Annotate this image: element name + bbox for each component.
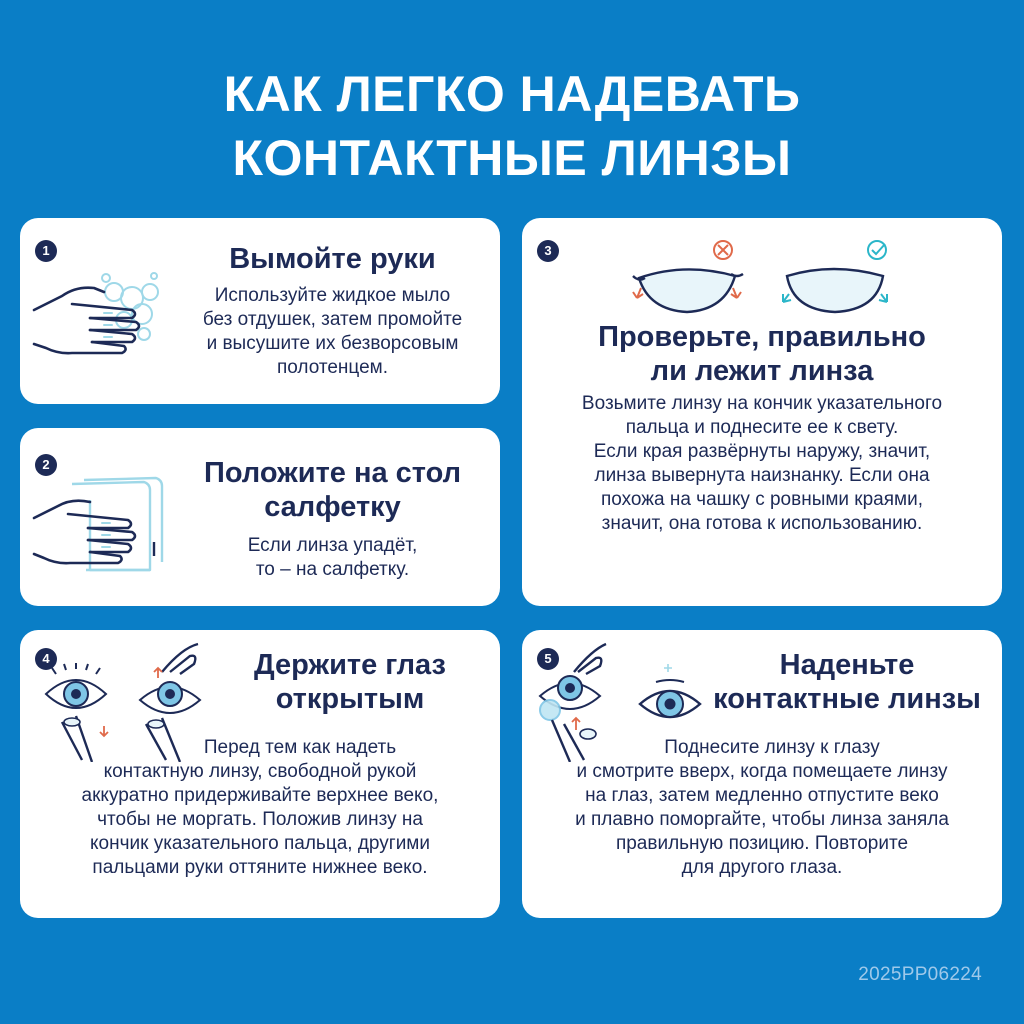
hand-with-napkin-icon — [32, 474, 167, 584]
step-description — [180, 534, 485, 582]
step-title-line: ли лежит линза — [650, 355, 874, 387]
step-number-badge: 3 — [537, 240, 559, 262]
step-text-line: Возьмите линзу на кончик указательного — [581, 393, 943, 414]
step-title-line: Положите на стол — [203, 457, 462, 489]
step-text-line: чтобы не моргать. Положив линзу на — [97, 809, 423, 830]
step-text-line: то – на салфетку. — [255, 559, 410, 580]
step-text-line: и смотрите вверх, когда помещаете линзу — [576, 761, 948, 782]
step-text-line: похожа на чашку с ровными краями, — [601, 489, 923, 510]
step-title — [180, 456, 485, 524]
step-text-line: линза вывернута наизнанку. Если она — [594, 465, 930, 486]
step-text-line: кончик указательного пальца, другими — [90, 833, 430, 854]
step-text-line: на глаз, затем медленно отпустите веко — [585, 785, 939, 806]
step-title-line: Вымойте руки — [229, 243, 436, 275]
step-description — [534, 392, 990, 536]
step-card-5 — [522, 630, 1002, 918]
lens-check-icon — [627, 236, 907, 326]
step-title-line: Держите глаз — [254, 649, 446, 681]
step-title — [180, 242, 485, 276]
step-number-badge: 5 — [537, 648, 559, 670]
step-text-line: для другого глаза. — [681, 857, 843, 878]
step-text-line: пальцами руки оттяните нижнее веко. — [92, 857, 428, 878]
step-title — [542, 320, 982, 388]
step-text-line: и плавно поморгайте, чтобы линза заняла — [575, 809, 949, 830]
step-number-badge: 4 — [35, 648, 57, 670]
step-description — [170, 284, 495, 380]
step-text-line: без отдушек, затем промойте — [202, 309, 463, 330]
page-title-line-2: КОНТАКТНЫЕ ЛИНЗЫ — [232, 130, 792, 186]
step-text-line: Поднесите линзу к глазу — [664, 737, 880, 758]
page-title — [0, 62, 1024, 190]
page-title-line-1: КАК ЛЕГКО НАДЕВАТЬ — [223, 66, 801, 122]
step-text-line: Если края развёрнуты наружу, значит, — [593, 441, 931, 462]
document-code: 2025PP06224 — [858, 964, 982, 985]
washing-hands-icon — [32, 258, 167, 368]
step-text-line: Используйте жидкое мыло — [214, 285, 451, 306]
step-card-4 — [20, 630, 500, 918]
step-title-line: Наденьте — [779, 649, 915, 681]
step-title-line: Проверьте, правильно — [598, 321, 926, 353]
step-text-line: контактную линзу, свободной рукой — [103, 761, 417, 782]
step-title — [220, 648, 480, 716]
step-number-badge: 2 — [35, 454, 57, 476]
step-card-1 — [20, 218, 500, 404]
step-text-line: правильную позицию. Повторите — [615, 833, 909, 854]
step-title-line: контактные линзы — [713, 683, 981, 715]
step-text-line: значит, она готова к использованию. — [601, 513, 923, 534]
step-text-line: Перед тем как надеть — [203, 737, 397, 758]
step-text-line: пальца и поднесите ее к свету. — [625, 417, 899, 438]
step-title — [707, 648, 987, 716]
step-description — [32, 736, 488, 880]
step-title-line: салфетку — [264, 491, 401, 523]
step-text-line: аккуратно придерживайте верхнее веко, — [81, 785, 439, 806]
step-card-2 — [20, 428, 500, 606]
step-text-line: и высушите их безворсовым — [206, 333, 459, 354]
step-text-line: Если линза упадёт, — [247, 535, 418, 556]
step-card-3 — [522, 218, 1002, 606]
step-number-badge: 1 — [35, 240, 57, 262]
step-description — [534, 736, 990, 880]
step-title-line: открытым — [275, 683, 425, 715]
step-text-line: полотенцем. — [276, 357, 388, 378]
